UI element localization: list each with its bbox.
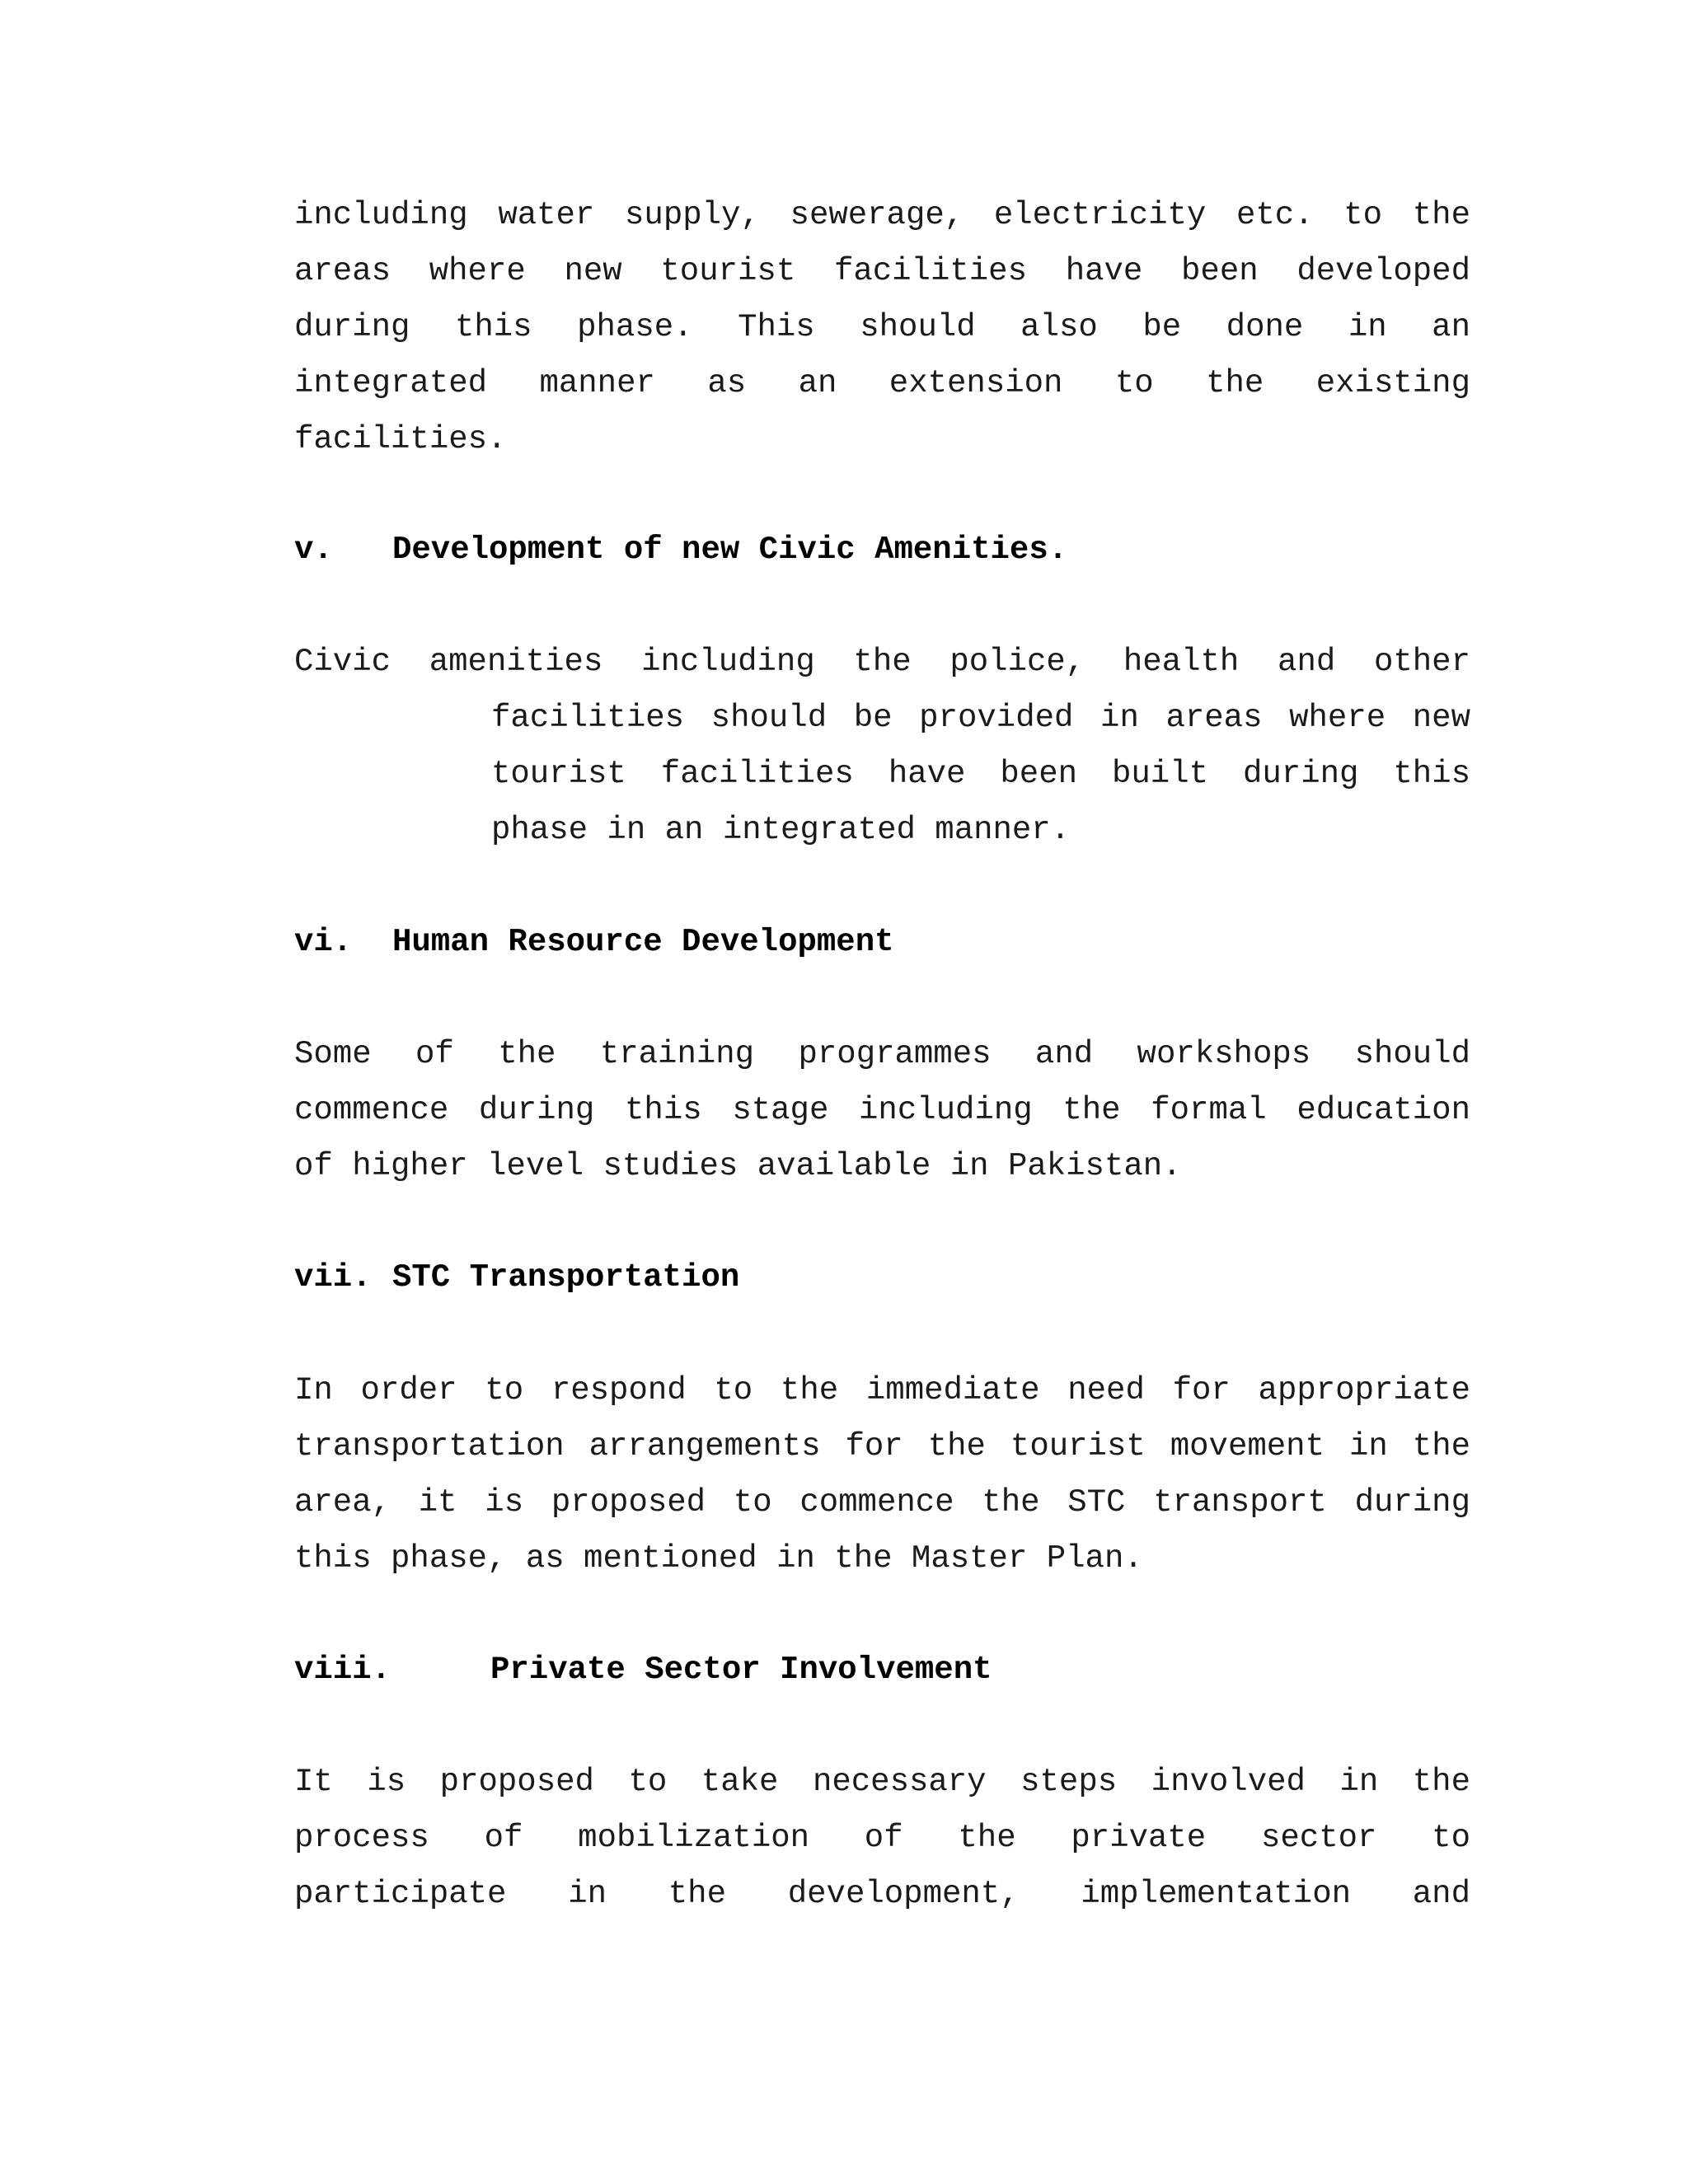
text-line: transportation arrangements for the tourist movement in the [294, 1428, 1470, 1465]
section-number: vii. [294, 1259, 372, 1296]
text-line: facilities should be provided in areas where new [491, 700, 1470, 736]
text-line: participate in the development, implementation and [294, 1876, 1470, 1912]
text-line: In order to respond to the immediate need for appropriate [294, 1372, 1470, 1408]
section-number: v. [294, 532, 333, 568]
section-heading-viii [294, 1642, 992, 1698]
text-line: of higher level studies available in Pakistan. [294, 1148, 1182, 1184]
section-heading-v [294, 522, 1067, 578]
text-line: commence during this stage including the formal education [294, 1092, 1470, 1128]
text-line: integrated manner as an extension to the existing [294, 365, 1470, 401]
section-title: Development of new Civic Amenities. [392, 532, 1068, 568]
text-line: phase in an integrated manner. [491, 812, 1071, 848]
paragraph-human-resource [294, 1026, 1470, 1194]
text-line: Some of the training programmes and workshops should [294, 1036, 1470, 1072]
paragraph-private-sector [294, 1754, 1470, 1922]
section-number: viii. [294, 1652, 392, 1688]
text-line: including water supply, sewerage, electricity etc. to the [294, 197, 1470, 233]
section-title: Private Sector Involvement [490, 1652, 992, 1688]
paragraph-civic-amenities [294, 634, 1470, 858]
text-line: this phase, as mentioned in the Master Plan. [294, 1540, 1143, 1577]
section-title: Human Resource Development [392, 924, 894, 960]
text-line: facilities. [294, 421, 507, 457]
text-line: areas where new tourist facilities have been developed [294, 253, 1470, 289]
text-line: area, it is proposed to commence the STC transport during [294, 1484, 1470, 1521]
section-number: vi. [294, 924, 353, 960]
paragraph-infrastructure [294, 187, 1470, 467]
section-heading-vii [294, 1249, 739, 1305]
section-heading-vi [294, 914, 894, 970]
text-line: It is proposed to take necessary steps involved in the [294, 1764, 1470, 1800]
paragraph-stc-transportation [294, 1362, 1470, 1586]
text-line: process of mobilization of the private sector to [294, 1820, 1470, 1856]
text-line: tourist facilities have been built during this [491, 756, 1470, 792]
text-line: Civic amenities including the police, health and other [294, 644, 1470, 680]
section-title: STC Transportation [392, 1259, 740, 1296]
text-line: during this phase. This should also be done in an [294, 309, 1470, 345]
